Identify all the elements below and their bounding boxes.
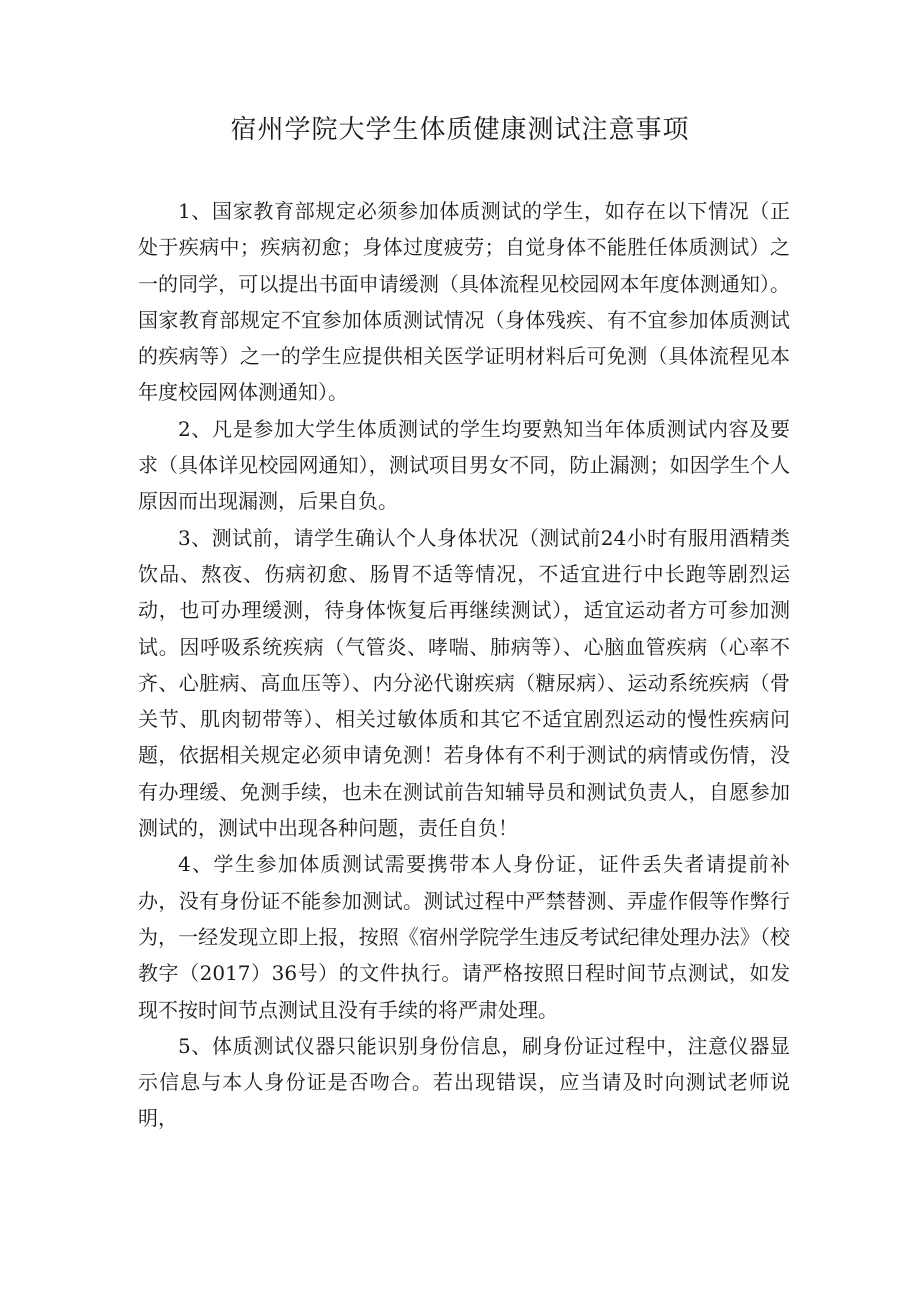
document-body (138, 193, 790, 1137)
paragraph-4: 4、学生参加体质测试需要携带本人身份证，证件丢失者请提前补办，没有身份证不能参加测试。测试过程中严禁替测、弄虚作假等作弊行为，一经发现立即上报，按照《宿州学院学生违反考试纪律处理办法》（校教字（2017）36号）的文件执行。请严格按照日程时间节点测试，如发现不按时间节点测试且没有手续的将严肃处理。 (138, 852, 790, 1022)
paragraph-1: 1、国家教育部规定必须参加体质测试的学生，如存在以下情况（正处于疾病中；疾病初愈；身体过度疲劳；自觉身体不能胜任体质测试）之一的同学，可以提出书面申请缓测（具体流程见校园网本年度体测通知）。国家教育部规定不宜参加体质测试情况（身体残疾、有不宜参加体质测试的疾病等）之一的学生应提供相关医学证明材料后可免测（具体流程见本年度校园网体测通知）。 (138, 199, 790, 405)
paragraph-3: 3、测试前，请学生确认个人身体状况（测试前24小时有服用酒精类饮品、熬夜、伤病初愈、肠胃不适等情况，不适宜进行中长跑等剧烈运动，也可办理缓测，待身体恢复后再继续测试），适宜运动者方可参加测试。因呼吸系统疾病（气管炎、哮喘、肺病等）、心脑血管疾病（心率不齐、心脏病、高血压等）、内分泌代谢疾病（糖尿病）、运动系统疾病（骨关节、肌肉韧带等）、相关过敏体质和其它不适宜剧烈运动的慢性疾病问题，依据相关规定必须申请免测！若身体有不利于测试的病情或伤情，没有办理缓、免测手续，也未在测试前告知辅导员和测试负责人，自愿参加测试的，测试中出现各种问题，责任自负！ (138, 525, 790, 841)
document-title: 宿州学院大学生体质健康测试注意事项 (230, 115, 690, 145)
paragraph-5: 5、体质测试仪器只能识别身份信息，刷身份证过程中，注意仪器显示信息与本人身份证是否吻合。若出现错误，应当请及时向测试老师说明， (138, 1033, 790, 1131)
paragraph-2: 2、凡是参加大学生体质测试的学生均要熟知当年体质测试内容及要求（具体详见校园网通知），测试项目男女不同，防止漏测；如因学生个人原因而出现漏测，后果自负。 (138, 416, 790, 514)
